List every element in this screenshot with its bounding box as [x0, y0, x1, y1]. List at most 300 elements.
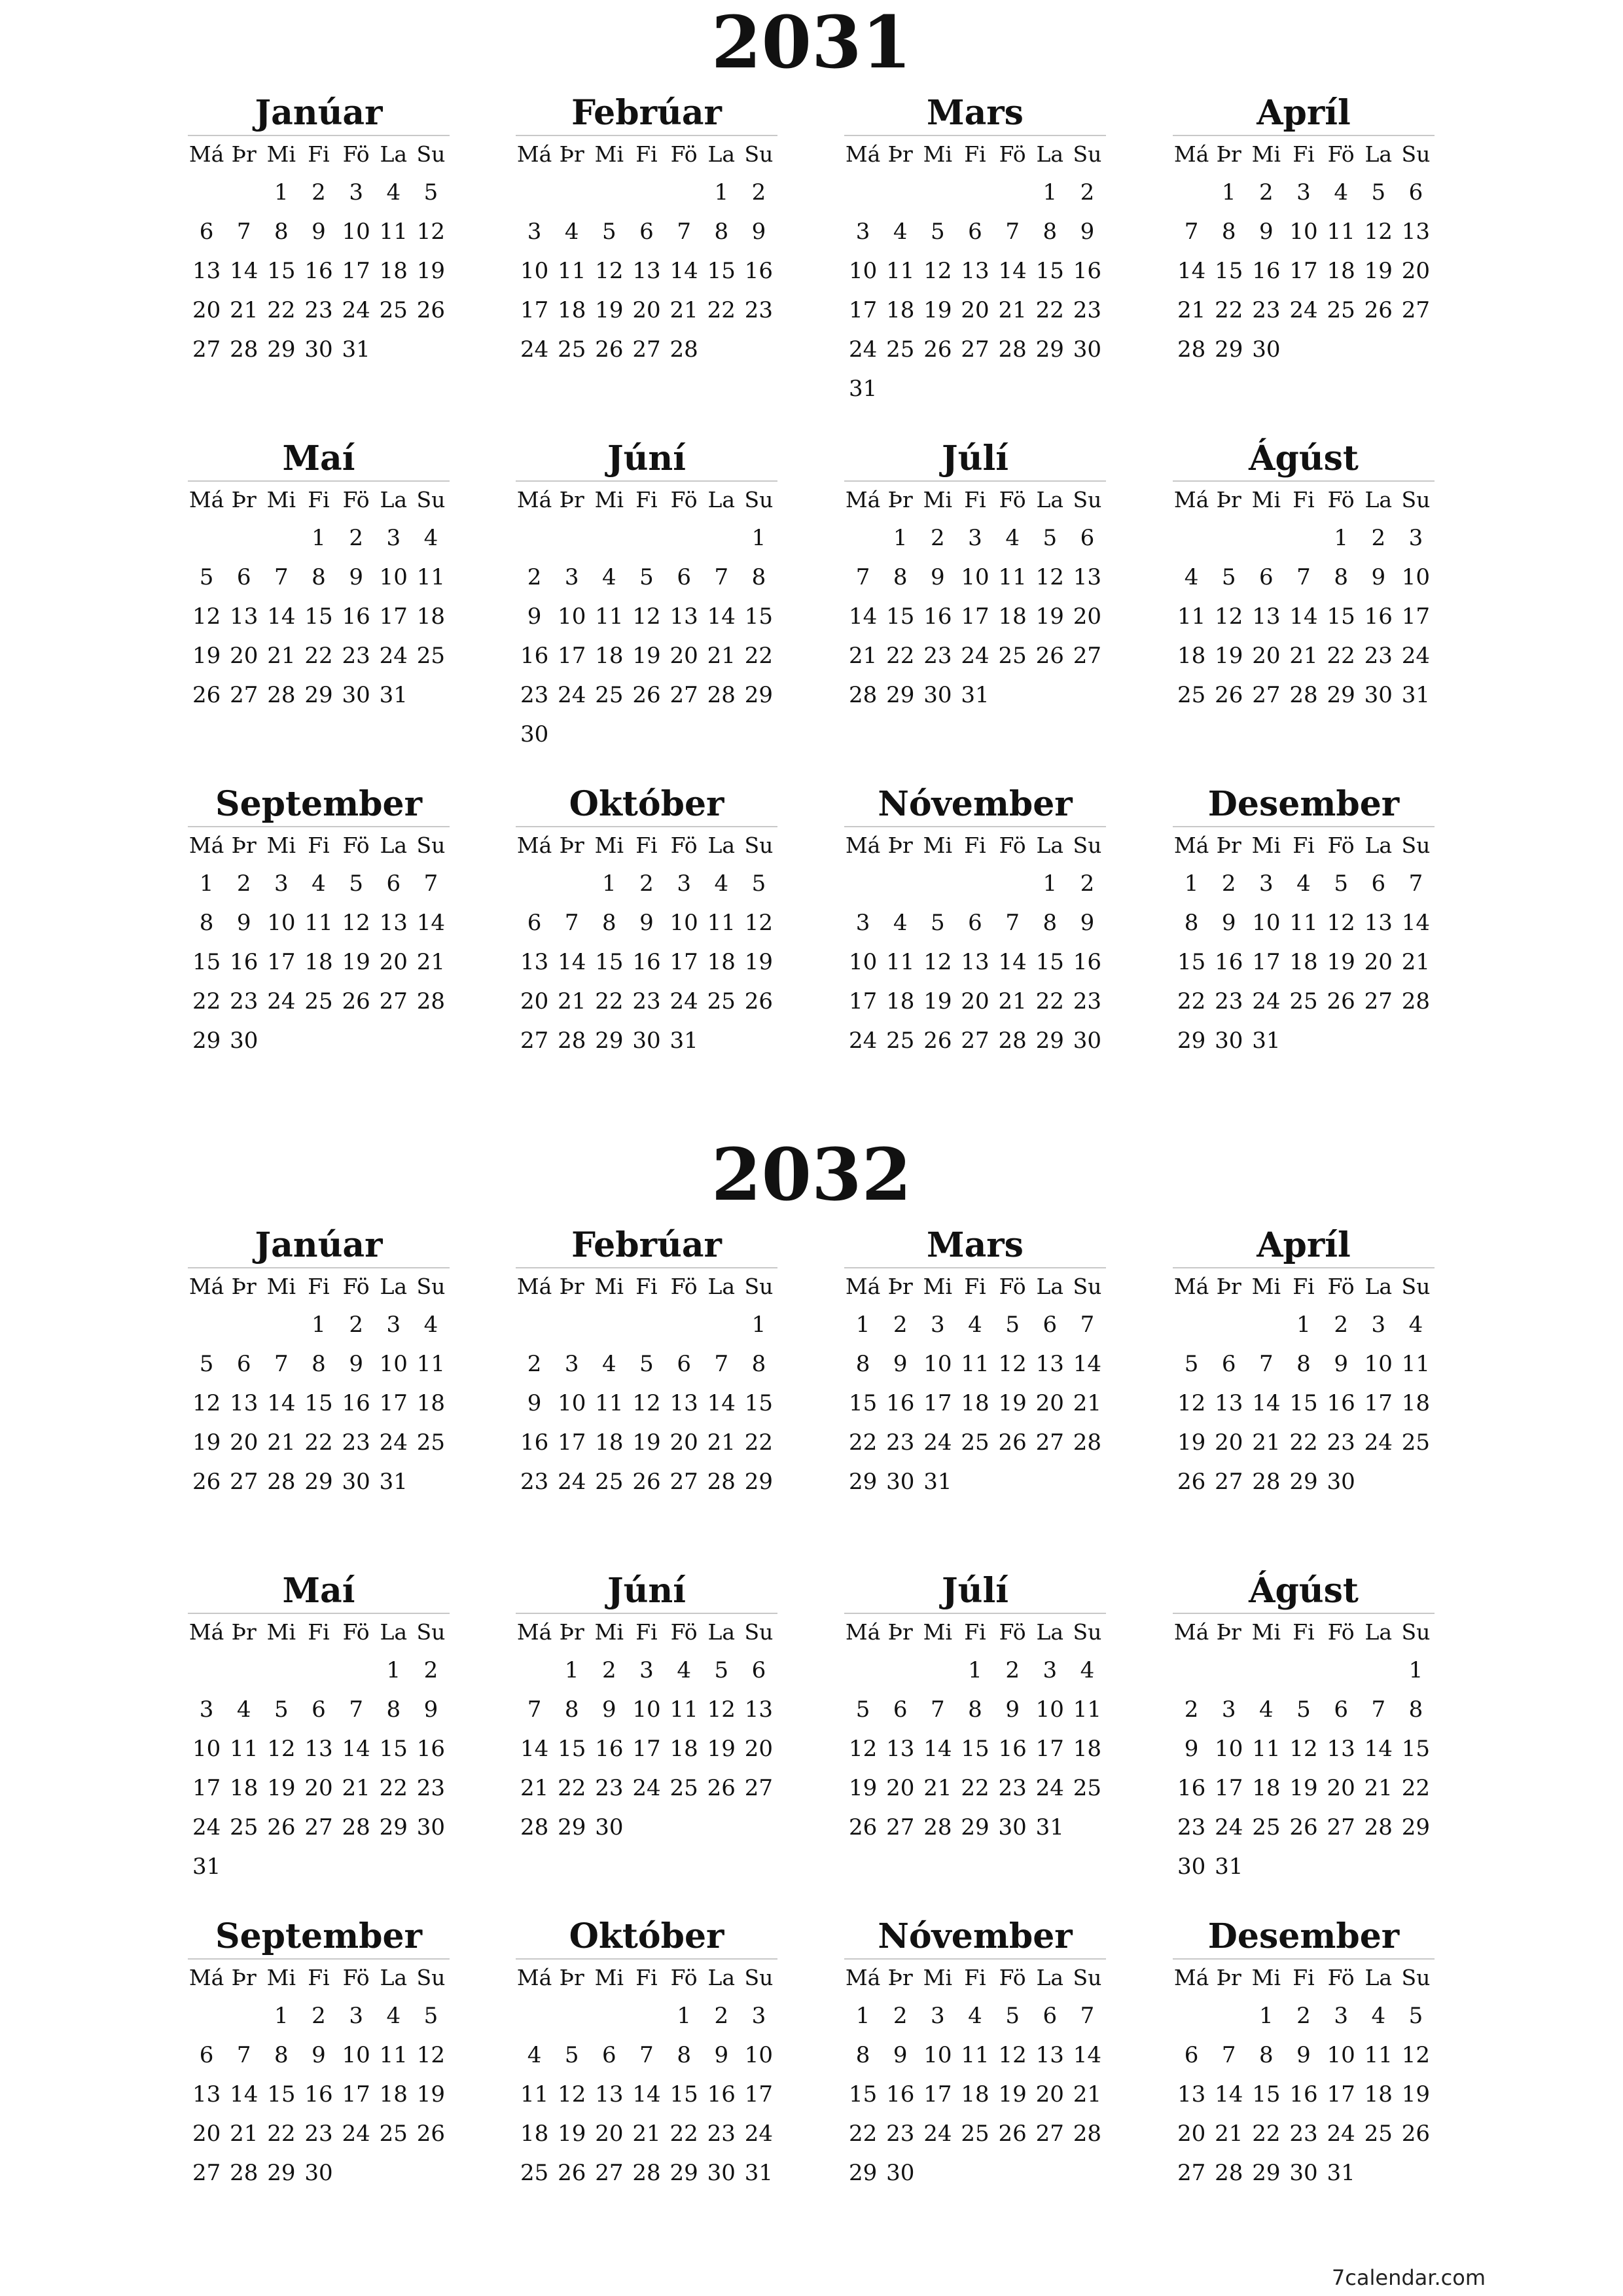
day-cell: 4: [1080, 1657, 1095, 1683]
day-cell: 23: [886, 1429, 915, 1456]
day-cell: 23: [632, 988, 661, 1014]
weekday-label: Mi: [266, 1619, 296, 1645]
day-cell: 20: [1252, 643, 1281, 669]
day-cell: 14: [669, 258, 698, 284]
day-cell: 18: [520, 2121, 549, 2147]
day-cell: 8: [751, 1351, 766, 1377]
day-cell: 6: [602, 2042, 616, 2068]
day-cell: 20: [1364, 949, 1393, 975]
day-cell: 30: [230, 1028, 259, 1054]
weekday-label: La: [1036, 833, 1064, 858]
day-cell: 22: [1215, 297, 1243, 323]
day-cell: 23: [1252, 297, 1281, 323]
day-cell: 5: [751, 870, 766, 897]
month-name: Maí: [188, 1570, 450, 1614]
day-cell: 25: [595, 1469, 624, 1495]
weekday-label: La: [1364, 141, 1393, 167]
day-cell: 17: [342, 2081, 370, 2108]
day-cell: 22: [1035, 988, 1064, 1014]
day-cell: 15: [669, 2081, 698, 2108]
day-cell: 20: [744, 1736, 774, 1762]
empty-cell: [919, 1651, 956, 1690]
day-cell: 18: [595, 1429, 624, 1456]
day-cell: 21: [632, 2121, 661, 2147]
day-cell: 25: [886, 336, 915, 363]
day-cell: 16: [1364, 603, 1393, 630]
weekday-label: Fö: [670, 141, 698, 167]
day-cell: 29: [558, 1814, 586, 1840]
day-cell: 8: [564, 1696, 579, 1723]
weekday-label: Mi: [266, 141, 296, 167]
day-cell: 10: [1252, 910, 1281, 936]
empty-cell: [300, 1651, 337, 1690]
empty-cell: [703, 1305, 740, 1344]
day-cell: 8: [312, 1351, 326, 1377]
day-cell: 31: [342, 336, 370, 363]
day-cell: 5: [274, 1696, 289, 1723]
day-cell: 20: [230, 643, 259, 669]
weekday-label: Fö: [1327, 1274, 1355, 1299]
day-cell: 28: [1289, 682, 1318, 708]
weekday-label: Þr: [559, 487, 584, 512]
day-cell: 13: [230, 1390, 259, 1416]
day-cell: 24: [1289, 297, 1318, 323]
empty-cell: [1173, 1996, 1210, 2036]
day-cell: 10: [558, 603, 586, 630]
weekday-label: Má: [516, 1965, 552, 1990]
weekday-label: Mi: [266, 833, 296, 858]
day-cell: 22: [192, 988, 221, 1014]
day-cell: 31: [848, 376, 878, 402]
day-cell: 9: [1259, 219, 1274, 245]
weekday-label: Fi: [1293, 1619, 1315, 1645]
day-cell: 17: [1252, 949, 1281, 975]
weekday-label: Má: [845, 1619, 881, 1645]
day-cell: 20: [520, 988, 549, 1014]
day-cell: 9: [527, 1390, 542, 1416]
empty-cell: [666, 173, 703, 212]
weekday-label: Su: [416, 487, 446, 512]
day-cell: 4: [1371, 2003, 1386, 2029]
day-cell: 7: [423, 870, 438, 897]
weekday-label: Mi: [1251, 141, 1281, 167]
empty-cell: [590, 173, 628, 212]
weekday-label: Fi: [308, 1965, 330, 1990]
day-cell: 25: [595, 682, 624, 708]
day-cell: 14: [848, 603, 878, 630]
weekday-label: Þr: [1216, 1274, 1241, 1299]
empty-cell: [188, 1651, 225, 1690]
day-cell: 9: [1334, 1351, 1348, 1377]
day-cell: 17: [848, 297, 878, 323]
day-cell: 7: [639, 2042, 654, 2068]
day-cell: 9: [349, 564, 363, 590]
day-cell: 27: [1364, 988, 1393, 1014]
day-cell: 14: [998, 258, 1027, 284]
day-cell: 3: [855, 219, 870, 245]
year-title: 2032: [711, 1132, 912, 1217]
weekday-label: Fi: [635, 833, 658, 858]
day-cell: 20: [1035, 1390, 1064, 1416]
weekday-label: Mi: [1251, 487, 1281, 512]
day-cell: 6: [893, 1696, 908, 1723]
weekday-label: Fö: [342, 1619, 370, 1645]
day-cell: 15: [595, 949, 624, 975]
weekday-label: La: [707, 141, 736, 167]
day-cell: 1: [386, 1657, 401, 1683]
weekday-label: La: [1036, 1965, 1064, 1990]
day-cell: 3: [199, 1696, 214, 1723]
day-cell: 30: [1177, 1854, 1206, 1880]
day-cell: 21: [1364, 1775, 1393, 1801]
day-cell: 7: [236, 219, 251, 245]
month-name: Ágúst: [1173, 437, 1435, 482]
day-cell: 2: [1080, 870, 1095, 897]
day-cell: 6: [199, 2042, 214, 2068]
day-cell: 22: [848, 2121, 878, 2147]
day-cell: 25: [230, 1814, 259, 1840]
weekday-label: Fö: [1327, 487, 1355, 512]
day-grid: [1173, 1614, 1435, 1886]
day-cell: 1: [1259, 2003, 1274, 2029]
day-cell: 27: [1177, 2160, 1206, 2186]
day-cell: 13: [379, 910, 408, 936]
day-cell: 19: [342, 949, 370, 975]
empty-cell: [225, 1651, 262, 1690]
empty-cell: [1173, 173, 1210, 212]
day-cell: 5: [1043, 525, 1058, 551]
day-cell: 16: [923, 603, 952, 630]
day-cell: 16: [886, 2081, 915, 2108]
day-cell: 23: [744, 297, 774, 323]
day-cell: 21: [416, 949, 446, 975]
day-cell: 18: [1364, 2081, 1393, 2108]
day-cell: 22: [1035, 297, 1064, 323]
weekday-label: Su: [416, 1965, 446, 1990]
day-cell: 21: [1289, 643, 1318, 669]
empty-cell: [188, 1305, 225, 1344]
day-cell: 24: [379, 1429, 408, 1456]
day-cell: 14: [707, 603, 736, 630]
day-cell: 13: [632, 258, 661, 284]
day-cell: 8: [274, 2042, 289, 2068]
day-cell: 6: [1334, 1696, 1348, 1723]
empty-cell: [262, 1651, 300, 1690]
month-name: Október: [516, 783, 777, 827]
day-cell: 6: [1080, 525, 1095, 551]
weekday-label: Fi: [964, 833, 986, 858]
day-cell: 19: [632, 643, 661, 669]
empty-cell: [516, 1996, 553, 2036]
weekday-label: La: [1364, 487, 1393, 512]
day-cell: 26: [1327, 988, 1355, 1014]
day-cell: 30: [1073, 336, 1102, 363]
day-cell: 27: [192, 2160, 221, 2186]
day-cell: 15: [744, 603, 774, 630]
month-calendar: [516, 1570, 777, 1847]
empty-cell: [1210, 1651, 1247, 1690]
day-cell: 29: [1289, 1469, 1318, 1495]
day-cell: 30: [1073, 1028, 1102, 1054]
day-cell: 20: [192, 297, 221, 323]
day-cell: 26: [1364, 297, 1393, 323]
day-cell: 23: [1327, 1429, 1355, 1456]
day-cell: 19: [1364, 258, 1393, 284]
day-cell: 24: [1364, 1429, 1393, 1456]
weekday-label: Mi: [266, 1965, 296, 1990]
day-cell: 18: [961, 1390, 990, 1416]
day-grid: [1173, 136, 1435, 369]
empty-cell: [1173, 1305, 1210, 1344]
day-cell: 11: [998, 564, 1027, 590]
day-cell: 24: [1327, 2121, 1355, 2147]
day-cell: 16: [230, 949, 259, 975]
day-cell: 21: [1177, 297, 1206, 323]
day-cell: 1: [1043, 179, 1058, 206]
day-cell: 1: [714, 179, 729, 206]
weekday-label: La: [1364, 1619, 1393, 1645]
month-calendar: [516, 1224, 777, 1501]
day-cell: 31: [744, 2160, 774, 2186]
day-cell: 25: [416, 643, 446, 669]
empty-cell: [553, 173, 590, 212]
day-cell: 30: [520, 721, 549, 747]
day-cell: 12: [1177, 1390, 1206, 1416]
day-cell: 13: [886, 1736, 915, 1762]
day-cell: 1: [751, 1312, 766, 1338]
day-cell: 3: [931, 2003, 945, 2029]
weekday-label: Su: [1401, 1274, 1431, 1299]
day-cell: 28: [998, 1028, 1027, 1054]
day-cell: 17: [1401, 603, 1431, 630]
day-cell: 7: [236, 2042, 251, 2068]
month-calendar: [188, 437, 450, 715]
day-cell: 11: [886, 258, 915, 284]
weekday-label: Fö: [999, 833, 1026, 858]
day-cell: 6: [751, 1657, 766, 1683]
weekday-label: Þr: [1216, 833, 1241, 858]
day-cell: 27: [1073, 643, 1102, 669]
day-cell: 11: [1177, 603, 1206, 630]
month-calendar: [1173, 1224, 1435, 1501]
day-cell: 17: [1035, 1736, 1064, 1762]
day-cell: 6: [1408, 179, 1423, 206]
day-cell: 5: [602, 219, 616, 245]
day-cell: 2: [1296, 2003, 1311, 2029]
month-name: Október: [516, 1915, 777, 1960]
day-cell: 28: [267, 1469, 296, 1495]
day-cell: 21: [267, 643, 296, 669]
day-cell: 13: [744, 1696, 774, 1723]
day-cell: 12: [707, 1696, 736, 1723]
day-cell: 3: [386, 1312, 401, 1338]
weekday-label: La: [380, 1619, 408, 1645]
day-cell: 20: [632, 297, 661, 323]
day-cell: 20: [669, 643, 698, 669]
day-cell: 17: [1327, 2081, 1355, 2108]
day-cell: 13: [1215, 1390, 1243, 1416]
empty-cell: [262, 1305, 300, 1344]
weekday-label: La: [380, 487, 408, 512]
day-cell: 22: [886, 643, 915, 669]
day-cell: 20: [230, 1429, 259, 1456]
day-cell: 30: [998, 1814, 1027, 1840]
day-cell: 11: [416, 564, 446, 590]
day-cell: 30: [707, 2160, 736, 2186]
day-cell: 14: [230, 2081, 259, 2108]
day-cell: 15: [707, 258, 736, 284]
day-cell: 27: [520, 1028, 549, 1054]
weekday-label: Þr: [887, 833, 913, 858]
day-cell: 24: [192, 1814, 221, 1840]
day-cell: 28: [342, 1814, 370, 1840]
day-cell: 2: [423, 1657, 438, 1683]
day-cell: 10: [192, 1736, 221, 1762]
weekday-label: Þr: [887, 141, 913, 167]
day-cell: 26: [1215, 682, 1243, 708]
day-cell: 29: [848, 2160, 878, 2186]
day-cell: 15: [848, 1390, 878, 1416]
day-grid: [844, 1960, 1106, 2193]
day-cell: 10: [744, 2042, 774, 2068]
day-cell: 20: [595, 2121, 624, 2147]
day-cell: 13: [669, 1390, 698, 1416]
day-cell: 4: [893, 219, 908, 245]
day-cell: 26: [192, 682, 221, 708]
empty-cell: [882, 173, 919, 212]
day-cell: 16: [744, 258, 774, 284]
day-cell: 26: [998, 1429, 1027, 1456]
day-cell: 25: [669, 1775, 698, 1801]
empty-cell: [188, 173, 225, 212]
day-cell: 15: [558, 1736, 586, 1762]
day-cell: 18: [1177, 643, 1206, 669]
day-cell: 22: [267, 2121, 296, 2147]
day-cell: 2: [714, 2003, 729, 2029]
empty-cell: [338, 1651, 375, 1690]
day-cell: 29: [744, 682, 774, 708]
day-cell: 5: [349, 870, 363, 897]
month-name: Júlí: [844, 1570, 1106, 1614]
day-cell: 2: [1221, 870, 1236, 897]
day-cell: 31: [669, 1028, 698, 1054]
day-cell: 8: [855, 2042, 870, 2068]
weekday-label: Fö: [670, 1965, 698, 1990]
empty-cell: [262, 518, 300, 558]
weekday-label: La: [1036, 1619, 1064, 1645]
day-cell: 31: [1252, 1028, 1281, 1054]
day-cell: 29: [304, 1469, 333, 1495]
weekday-label: Su: [1073, 833, 1102, 858]
day-cell: 6: [1043, 2003, 1058, 2029]
day-cell: 11: [961, 1351, 990, 1377]
day-cell: 9: [714, 2042, 729, 2068]
day-cell: 26: [416, 297, 446, 323]
empty-cell: [1285, 518, 1322, 558]
day-cell: 20: [1401, 258, 1431, 284]
day-cell: 19: [192, 1429, 221, 1456]
day-cell: 5: [564, 2042, 579, 2068]
day-cell: 26: [416, 2121, 446, 2147]
day-cell: 8: [312, 564, 326, 590]
weekday-label: Mi: [594, 1965, 624, 1990]
day-cell: 13: [1035, 1351, 1064, 1377]
weekday-label: Fi: [1293, 141, 1315, 167]
day-cell: 8: [274, 219, 289, 245]
day-cell: 20: [669, 1429, 698, 1456]
day-cell: 9: [751, 219, 766, 245]
day-cell: 6: [1259, 564, 1274, 590]
day-cell: 1: [1043, 870, 1058, 897]
day-cell: 19: [416, 258, 446, 284]
day-cell: 13: [1401, 219, 1431, 245]
day-cell: 13: [230, 603, 259, 630]
day-cell: 21: [998, 988, 1027, 1014]
empty-cell: [628, 173, 665, 212]
day-cell: 13: [520, 949, 549, 975]
day-cell: 13: [595, 2081, 624, 2108]
weekday-label: Þr: [1216, 1965, 1241, 1990]
day-cell: 14: [1252, 1390, 1281, 1416]
day-cell: 13: [1073, 564, 1102, 590]
day-cell: 25: [416, 1429, 446, 1456]
day-cell: 6: [968, 910, 982, 936]
day-cell: 17: [923, 1390, 952, 1416]
day-cell: 23: [1073, 297, 1102, 323]
day-cell: 28: [1177, 336, 1206, 363]
day-cell: 19: [1215, 643, 1243, 669]
day-cell: 8: [714, 219, 729, 245]
day-cell: 3: [751, 2003, 766, 2029]
day-cell: 10: [558, 1390, 586, 1416]
weekday-label: Fi: [964, 1965, 986, 1990]
day-cell: 14: [1177, 258, 1206, 284]
day-cell: 8: [602, 910, 616, 936]
weekday-label: Má: [516, 487, 552, 512]
day-cell: 7: [274, 564, 289, 590]
day-cell: 10: [267, 910, 296, 936]
day-cell: 19: [595, 297, 624, 323]
day-cell: 12: [923, 258, 952, 284]
empty-cell: [225, 1996, 262, 2036]
day-cell: 3: [677, 870, 691, 897]
day-cell: 9: [1080, 219, 1095, 245]
day-cell: 22: [744, 643, 774, 669]
day-grid: [188, 1614, 450, 1886]
month-name: Júní: [516, 1570, 777, 1614]
day-cell: 5: [199, 564, 214, 590]
day-cell: 23: [707, 2121, 736, 2147]
day-cell: 6: [199, 219, 214, 245]
day-cell: 4: [423, 525, 438, 551]
day-cell: 15: [267, 258, 296, 284]
day-cell: 8: [1043, 910, 1058, 936]
day-cell: 21: [1401, 949, 1431, 975]
day-cell: 19: [923, 988, 952, 1014]
day-cell: 11: [595, 1390, 624, 1416]
day-cell: 9: [893, 2042, 908, 2068]
month-name: Nóvember: [844, 783, 1106, 827]
weekday-label: Mi: [923, 1619, 953, 1645]
day-cell: 16: [998, 1736, 1027, 1762]
day-cell: 24: [1215, 1814, 1243, 1840]
day-cell: 1: [564, 1657, 579, 1683]
weekday-label: Fi: [1293, 1965, 1315, 1990]
day-cell: 1: [602, 870, 616, 897]
day-cell: 29: [669, 2160, 698, 2186]
day-cell: 2: [527, 564, 542, 590]
day-grid: [516, 136, 777, 369]
